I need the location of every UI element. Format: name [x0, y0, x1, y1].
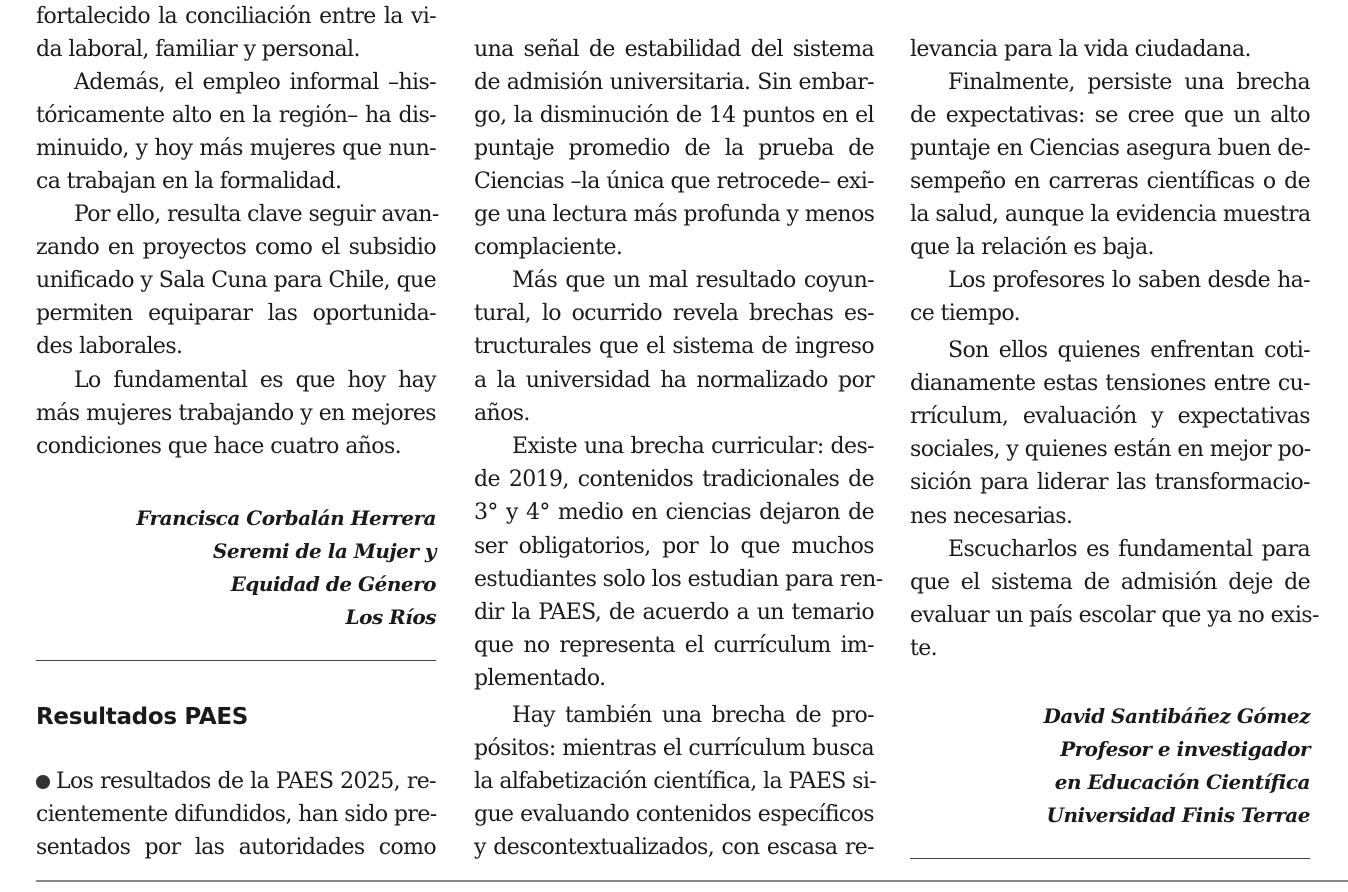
text-line: que la relación es baja. [910, 235, 1154, 260]
signature-role: Seremi de la Mujer y [212, 539, 436, 563]
section-divider [910, 858, 1310, 859]
lead-line [36, 767, 436, 797]
text-line: rrículum, evaluación y expectativas [910, 404, 1310, 429]
text-line: de expectativas: se cree que un alto [910, 103, 1310, 128]
text-line: Hay también una brecha de pro- [512, 703, 874, 728]
text-line: cientemente difundidos, han sido pre- [36, 802, 437, 827]
text-line: ge una lectura más profunda y menos [474, 202, 875, 227]
text-line: Finalmente, persiste una brecha [948, 70, 1310, 95]
text-line: la salud, aunque la evidencia muestra [910, 202, 1311, 227]
text-line: Los profesores lo saben desde ha- [948, 268, 1310, 293]
text-line: complaciente. [474, 235, 623, 260]
text-line: fortalecido la conciliación entre la vi- [36, 4, 436, 29]
text-line: dianamente estas tensiones entre cu- [910, 371, 1310, 396]
text-line: Ciencias –la única que retrocede– exi- [474, 169, 874, 194]
text-line: permiten equiparar las oportunida- [36, 301, 436, 326]
text-line: ce tiempo. [910, 301, 1021, 326]
signature-name: Francisca Corbalán Herrera [136, 506, 436, 530]
text-line: sentados por las autoridades como [36, 835, 436, 860]
text-line: de 2019, contenidos tradicionales de [474, 467, 874, 492]
text-line: tural, lo ocurrido revela brechas es- [474, 301, 874, 326]
text-line: Lo fundamental es que hoy hay [74, 368, 436, 393]
text-line: ser obligatorios, por lo que muchos [474, 534, 874, 559]
text-line: minuido, y hoy más mujeres que nun- [36, 136, 436, 161]
text-line: sición para liderar las transformacio- [910, 470, 1310, 495]
text-line: des laborales. [36, 334, 183, 359]
text-line: unificado y Sala Cuna para Chile, que [36, 268, 436, 293]
text-line: puntaje promedio de la prueba de [474, 136, 874, 161]
text-line: plementado. [474, 666, 606, 691]
signature-role: Profesor e investigador [1060, 737, 1310, 761]
text-line: dir la PAES, de acuerdo a un temario [474, 600, 874, 625]
text-line: una señal de estabilidad del sistema [474, 37, 874, 62]
text-line: Existe una brecha curricular: des- [512, 434, 874, 459]
section-divider [36, 660, 436, 661]
text-line: ca trabajan en la formalidad. [36, 169, 342, 194]
page-bottom-rule [36, 880, 1348, 882]
text-line: estudiantes solo los estudian para ren- [474, 567, 883, 592]
text-line: que no representa el currículum im- [474, 633, 874, 658]
text-line: la alfabetización científica, la PAES si- [474, 769, 877, 794]
text-line: puntaje en Ciencias asegura buen de- [910, 136, 1310, 161]
text-line: a la universidad ha normalizado por [474, 368, 874, 393]
text-line: pósitos: mientras el currículum busca [474, 736, 874, 761]
text-line: Escucharlos es fundamental para [948, 537, 1310, 562]
text-line: sempeño en carreras científicas o de [910, 169, 1310, 194]
text-line: sociales, y quienes están en mejor po- [910, 437, 1311, 462]
lead-text: Los resultados de la PAES 2025, re- [56, 769, 436, 794]
signature-affiliation: Universidad Finis Terrae [1046, 803, 1310, 827]
text-line: y descontextualizados, con escasa re- [474, 835, 874, 860]
text-line: Son ellos quienes enfrentan coti- [948, 338, 1310, 363]
text-line: evaluar un país escolar que ya no exis- [910, 603, 1319, 628]
text-line: de admisión universitaria. Sin embar- [474, 70, 874, 95]
signature-role: en Educación Científica [1054, 770, 1310, 794]
signature-name: David Santibáñez Gómez [1043, 704, 1310, 728]
text-line: 3° y 4° medio en ciencias dejaron de [474, 500, 874, 525]
text-line: go, la disminución de 14 puntos en el [474, 103, 874, 128]
text-line: Por ello, resulta clave seguir avan- [74, 202, 439, 227]
text-line: gue evaluando contenidos específicos [474, 802, 874, 827]
text-line: tóricamente alto en la región– ha dis- [36, 103, 436, 128]
text-line: que el sistema de admisión deje de [910, 570, 1310, 595]
text-line: tructurales que el sistema de ingreso [474, 334, 874, 359]
text-line: Además, el empleo informal –his- [74, 70, 436, 95]
text-line: Más que un mal resultado coyun- [512, 268, 874, 293]
text-line: nes necesarias. [910, 504, 1073, 529]
text-line: zando en proyectos como el subsidio [36, 235, 436, 260]
text-line: condiciones que hace cuatro años. [36, 434, 402, 459]
bullet-icon [36, 775, 50, 789]
text-line: te. [910, 636, 938, 661]
signature-role: Equidad de Género [230, 572, 436, 596]
text-line: levancia para la vida ciudadana. [910, 37, 1251, 62]
text-line: años. [474, 401, 530, 426]
text-line: más mujeres trabajando y en mejores [36, 401, 436, 426]
text-line: da laboral, familiar y personal. [36, 37, 360, 62]
signature-location: Los Ríos [345, 605, 436, 629]
section-heading: Resultados PAES [36, 704, 249, 730]
